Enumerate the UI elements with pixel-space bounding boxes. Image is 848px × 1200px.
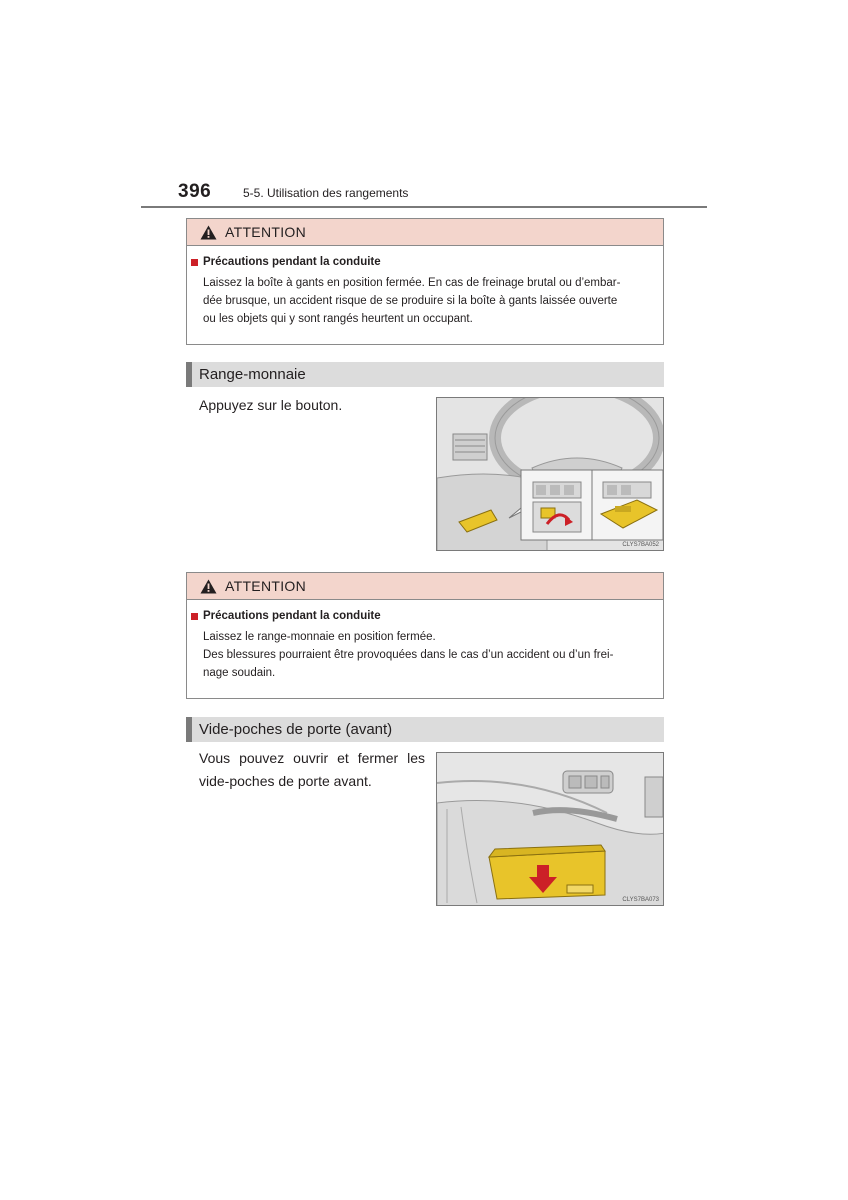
attention-line: nage soudain.	[203, 667, 276, 679]
section-heading-vide-poches	[186, 717, 664, 742]
attention-line: dée brusque, un accident risque de se produire si la boîte à gants laissée ouverte	[203, 295, 618, 307]
attention-box-glovebox	[186, 218, 664, 345]
section-text-line: vide-poches de porte avant.	[199, 773, 372, 789]
red-square-bullet-icon	[191, 613, 198, 620]
attention-body	[203, 274, 649, 328]
warning-triangle-icon	[200, 579, 217, 594]
section-heading-text: Range-monnaie	[199, 366, 306, 383]
coin-holder-illustration	[436, 397, 664, 551]
page-number: 396	[178, 181, 212, 202]
attention-title: ATTENTION	[225, 578, 306, 594]
door-drawing	[437, 753, 664, 906]
attention-title: ATTENTION	[225, 224, 306, 240]
attention-line: Laissez le range-monnaie en position fermée.	[203, 631, 436, 643]
section-heading-range-monnaie	[186, 362, 664, 387]
attention-subtitle-text: Précautions pendant la conduite	[203, 256, 381, 268]
attention-line: Laissez la boîte à gants en position fermée. En cas de freinage brutal ou d’embar-	[203, 277, 621, 289]
section-text: Appuyez sur le bouton.	[199, 397, 343, 413]
header-rule	[141, 206, 707, 208]
section-text	[199, 747, 425, 793]
dashboard-drawing	[437, 398, 664, 551]
attention-header	[187, 219, 663, 246]
red-square-bullet-icon	[191, 259, 198, 266]
figure-code: CLYS7BA073	[622, 897, 659, 903]
attention-subtitle	[191, 256, 663, 268]
attention-body	[203, 628, 649, 682]
warning-triangle-icon	[200, 225, 217, 240]
section-heading-text: Vide-poches de porte (avant)	[199, 721, 393, 738]
section-text-line: Vous pouvez ouvrir et fermer les	[199, 750, 425, 766]
attention-line: Des blessures pourraient être provoquées dans le cas d’un accident ou d’un frei-	[203, 649, 614, 661]
attention-box-coin-holder	[186, 572, 664, 699]
attention-subtitle	[191, 610, 663, 622]
door-pocket-illustration	[436, 752, 664, 906]
section-title: 5-5. Utilisation des rangements	[243, 186, 409, 200]
attention-header	[187, 573, 663, 600]
attention-line: ou les objets qui y sont rangés heurtent un occupant.	[203, 313, 473, 325]
attention-subtitle-text: Précautions pendant la conduite	[203, 610, 381, 622]
figure-code: CLYS7BA052	[622, 542, 659, 548]
